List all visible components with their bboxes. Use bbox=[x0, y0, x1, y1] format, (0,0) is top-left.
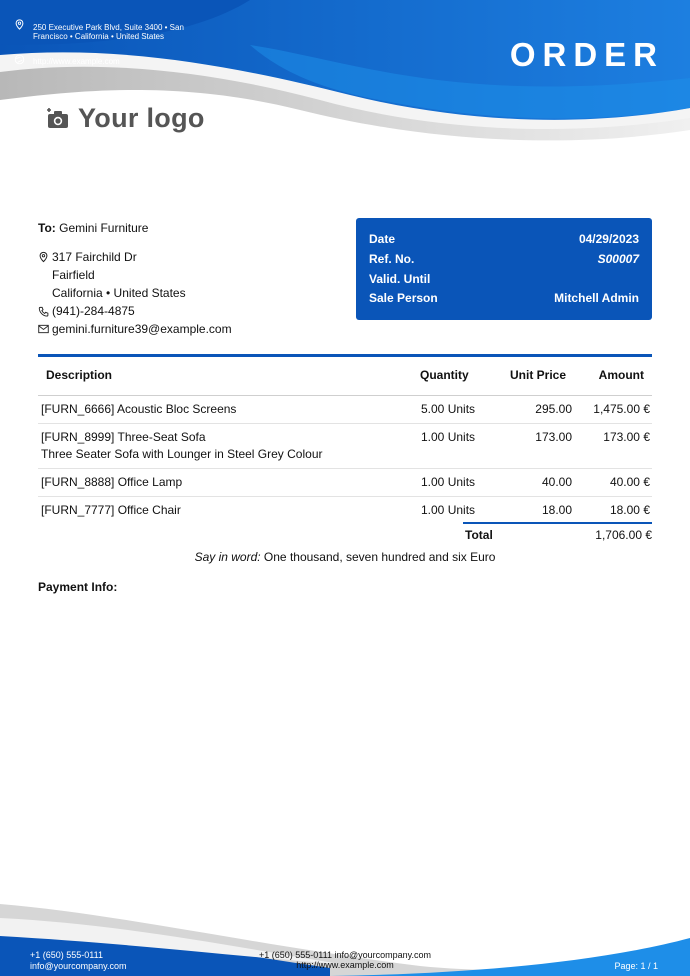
envelope-icon bbox=[38, 324, 49, 334]
column-header-description: Description bbox=[38, 362, 418, 396]
table-row bbox=[38, 469, 652, 497]
document-title: ORDER bbox=[509, 36, 664, 73]
line-description-main: [FURN_8999] Three-Seat Sofa bbox=[41, 430, 206, 444]
customer-email[interactable]: gemini.furniture39@example.com bbox=[52, 322, 232, 336]
order-lines-table bbox=[38, 362, 652, 524]
table-header-row bbox=[38, 362, 652, 396]
footer-contact-center bbox=[0, 950, 690, 970]
line-unit-price: 295.00 bbox=[500, 396, 574, 424]
column-header-amount: Amount bbox=[574, 362, 652, 396]
amount-in-words bbox=[0, 550, 690, 564]
line-amount: 173.00 € bbox=[574, 424, 652, 469]
line-description: [FURN_6666] Acoustic Bloc Screens bbox=[38, 396, 418, 424]
line-description bbox=[38, 424, 418, 469]
customer-city: Fairfield bbox=[52, 268, 95, 282]
info-label: Valid. Until bbox=[369, 272, 431, 286]
page-number: Page: 1 / 1 bbox=[614, 961, 658, 971]
column-header-quantity: Quantity bbox=[418, 362, 500, 396]
line-amount: 1,475.00 € bbox=[574, 396, 652, 424]
line-amount: 18.00 € bbox=[609, 503, 650, 517]
company-website-link[interactable]: http://www.example.com bbox=[33, 57, 120, 66]
total-value: 1,706.00 € bbox=[595, 528, 652, 542]
info-row-ref bbox=[369, 252, 639, 266]
footer-email: info@yourcompany.com bbox=[30, 961, 127, 971]
customer-region: California • United States bbox=[52, 286, 186, 300]
column-header-unit-price: Unit Price bbox=[500, 362, 574, 396]
line-quantity: 1.00 Units bbox=[418, 424, 500, 469]
phone-icon bbox=[38, 306, 49, 317]
line-unit-price: 173.00 bbox=[500, 424, 574, 469]
company-address-line-2: Francisco • California • United States bbox=[33, 32, 164, 41]
info-row-date bbox=[369, 232, 639, 246]
say-in-word-text: One thousand, seven hundred and six Euro bbox=[260, 550, 496, 564]
line-quantity: 1.00 Units bbox=[421, 503, 476, 517]
total-label: Total bbox=[465, 528, 493, 542]
line-description-detail: Three Seater Sofa with Lounger in Steel Grey Colour bbox=[41, 447, 323, 461]
customer-name-line bbox=[38, 219, 232, 237]
customer-address-block bbox=[38, 219, 232, 338]
to-label: To: bbox=[38, 221, 56, 235]
info-label: Ref. No. bbox=[369, 252, 415, 266]
info-row-sale-person bbox=[369, 291, 639, 305]
line-unit-price: 18.00 bbox=[541, 503, 572, 517]
info-value: Mitchell Admin bbox=[554, 291, 639, 305]
customer-street-line bbox=[38, 248, 232, 266]
say-in-word-label: Say in word: bbox=[194, 550, 261, 564]
line-quantity: 5.00 Units bbox=[418, 396, 500, 424]
line-description: [FURN_7777] Office Chair bbox=[41, 503, 181, 517]
globe-icon bbox=[14, 54, 25, 65]
camera-icon bbox=[46, 108, 70, 130]
info-value: 04/29/2023 bbox=[578, 232, 639, 246]
company-address-line-1: 250 Executive Park Blvd, Suite 3400 • San bbox=[33, 23, 184, 32]
line-amount: 40.00 € bbox=[574, 469, 652, 497]
company-logo bbox=[46, 103, 205, 134]
location-pin-icon bbox=[14, 19, 25, 30]
footer-center-line-1: +1 (650) 555-0111 info@yourcompany.com bbox=[259, 950, 431, 960]
customer-phone-line bbox=[38, 302, 232, 320]
footer-phone: +1 (650) 555-0111 bbox=[30, 950, 103, 960]
customer-name: Gemini Furniture bbox=[59, 221, 149, 235]
table-row bbox=[38, 396, 652, 424]
info-label: Date bbox=[369, 232, 396, 246]
line-unit-price: 40.00 bbox=[500, 469, 574, 497]
total-rule bbox=[463, 522, 652, 524]
info-value: S00007 bbox=[597, 252, 639, 266]
info-row-valid-until bbox=[369, 272, 639, 286]
customer-email-line bbox=[38, 320, 232, 338]
table-row bbox=[38, 497, 652, 525]
line-quantity: 1.00 Units bbox=[418, 469, 500, 497]
line-description: [FURN_8888] Office Lamp bbox=[38, 469, 418, 497]
payment-info-label: Payment Info: bbox=[38, 580, 118, 594]
table-row bbox=[38, 424, 652, 469]
order-info-box bbox=[356, 218, 652, 320]
info-label: Sale Person bbox=[369, 291, 438, 305]
table-top-rule bbox=[38, 354, 652, 357]
footer-center-line-2: http://www.example.com bbox=[296, 960, 394, 970]
location-pin-icon bbox=[38, 251, 49, 263]
customer-street: 317 Fairchild Dr bbox=[52, 250, 137, 264]
logo-text: Your logo bbox=[78, 103, 205, 133]
customer-phone: (941)-284-4875 bbox=[52, 304, 135, 318]
